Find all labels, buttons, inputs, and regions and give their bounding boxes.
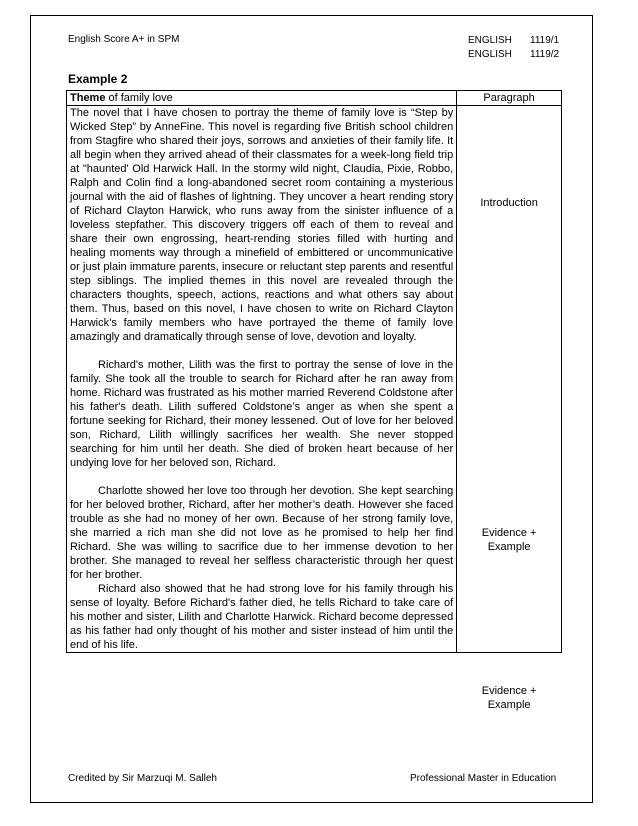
intro-paragraph: The novel that I have chosen to portray the theme of family love is “Step by Wicked Step” by AnneFine. This novel is regarding five British school children from Stagfire who shared their joys, sorrows and anxieties of their family life. It all begin when they arrived ahead of their classmates for a week-long field trip at "haunted' Old Harwick Hall. In the stormy wild night, Claudia, Pixie, Robbo, Ralph and Colin find a long-abandoned secret room containing a mysterious journal with the aid of flashes of lightning. They uncover a heart rending story of Richard Clayton Harwick, who runs away from the sinister influence of a loveless stepfather. This discovery triggers off each of them to reveal and share their own engrossing, heart-rending stories filled with hurting and healing moments way through a minefield of embittered or uncommunicative or just plain immature parents, insecure or reluctant step parents and resentful step siblings. The implied themes in this novel are revealed through the characters thoughts, speech, actions, reactions and what others say about them. Thus, based on this novel, I have chosen to write on Richard Clayton Harwick’s family members who have portrayed the theme of family love amazingly and dramatically through sense of love, devotion and loyalty. xyxy=(70,107,454,343)
introduction-label: Introduction xyxy=(480,197,538,209)
paper-code: 1119/1 xyxy=(530,35,560,46)
evidence-label-2b: Example xyxy=(487,699,531,711)
paragraph-labels-cell xyxy=(457,106,562,711)
paper-code: 1119/2 xyxy=(530,49,560,60)
paragraph-header-cell: Paragraph xyxy=(457,91,562,106)
theme-label: Theme xyxy=(70,92,106,104)
evidence-paragraph-1: Richard's mother, Lilith was the first to portray the sense of love in the family. She took all the trouble to search for Richard after he ran away from home. Richard was frustrated as his mother married Reverend Coldstone after his father's death. Lilith suffered Coldstone’s anger as when she spent a fortune seeking for Richard, their money lessened. Out of love for her beloved son, Richard, Lilith willingly sacrifices her wealth. She never stopped searching for him until her death. She died of broken heart because of her undying love for her beloved son, Richard. xyxy=(70,359,454,469)
essay-table xyxy=(66,90,562,711)
example-title: Example 2 xyxy=(68,72,128,86)
evidence-paragraph-3: Richard also showed that he had strong love for his family through his sense of loyalty. Before Richard's father died, he tells Richard to take care of his mother and sister, Lilith and Charlotte Harwick. Richard become depressed as his father had only thought of his mother and sister instead of him until the end of his life. xyxy=(70,583,454,651)
paper-subject: ENGLISH xyxy=(468,49,512,60)
table-header-row xyxy=(67,91,562,106)
header-paper-codes xyxy=(468,34,559,62)
theme-text: of family love xyxy=(105,92,173,104)
paper-subject: ENGLISH xyxy=(468,35,512,46)
table-body-row xyxy=(67,106,562,653)
paper-row-1 xyxy=(468,34,559,48)
evidence-paragraph-2: Charlotte showed her love too through her devotion. She kept searching for her beloved brother, Richard, after her mother’s death. However she faced trouble as she had no money of her own. Because of her strong family love, she married a rich man she did not love as he promised to help her find Richard. She was willing to sacrifice due to her immense devotion to her brother. She managed to reveal her selfless characteristic through her quest for her brother. xyxy=(70,485,454,581)
essay-text-cell xyxy=(67,106,457,653)
footer-title: Professional Master in Education xyxy=(410,773,557,784)
evidence-label-2a: Evidence + xyxy=(481,685,537,697)
header-title: English Score A+ in SPM xyxy=(68,34,180,45)
paper-row-2 xyxy=(468,48,559,62)
evidence-label-1b: Example xyxy=(487,541,531,553)
footer-credit: Credited by Sir Marzuqi M. Salleh xyxy=(68,773,217,784)
evidence-label-1a: Evidence + xyxy=(481,527,537,539)
theme-header-cell xyxy=(67,91,457,106)
